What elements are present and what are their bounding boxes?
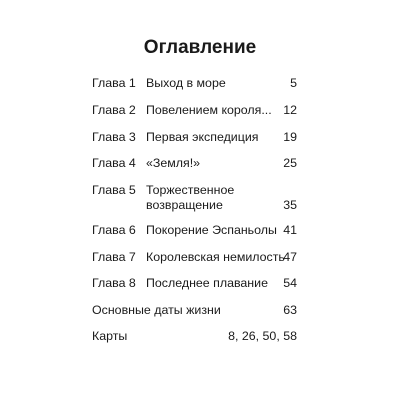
page-number: 63 <box>283 303 297 317</box>
page-number: 47 <box>283 250 297 264</box>
page-title: Оглавление <box>143 37 257 58</box>
chapter-title: Покорение Эспаньолы <box>146 223 277 237</box>
chapter-number: Глава 4 <box>92 156 136 170</box>
page-number: 25 <box>283 156 297 170</box>
chapter-title: Повелением короля... <box>146 103 272 117</box>
chapter-title: Королевская немилость <box>146 250 285 264</box>
chapter-title: Первая экспедиция <box>146 130 259 144</box>
page-number: 41 <box>283 223 297 237</box>
page-number: 5 <box>290 76 297 90</box>
chapter-number: Глава 8 <box>92 276 136 290</box>
chapter-number: Глава 2 <box>92 103 136 117</box>
section-title: Основные даты жизни <box>92 303 221 317</box>
page-number: 12 <box>283 103 297 117</box>
page-numbers: 8, 26, 50, 58 <box>228 329 297 343</box>
page-number: 19 <box>283 130 297 144</box>
chapter-title-line-1: Торжественное <box>146 183 235 197</box>
chapter-number: Глава 6 <box>92 223 136 237</box>
chapter-number: Глава 3 <box>92 130 136 144</box>
page-number: 54 <box>283 276 297 290</box>
chapter-title: Последнее плавание <box>146 276 268 290</box>
chapter-title: «Земля!» <box>146 156 201 170</box>
section-title: Карты <box>92 329 128 343</box>
chapter-number: Глава 7 <box>92 250 136 264</box>
chapter-number: Глава 5 <box>92 183 136 197</box>
chapter-title: Выход в море <box>146 76 226 90</box>
chapter-number: Глава 1 <box>92 76 136 90</box>
page-number: 35 <box>283 198 297 212</box>
chapter-title-line-2: возвращение <box>146 198 223 212</box>
